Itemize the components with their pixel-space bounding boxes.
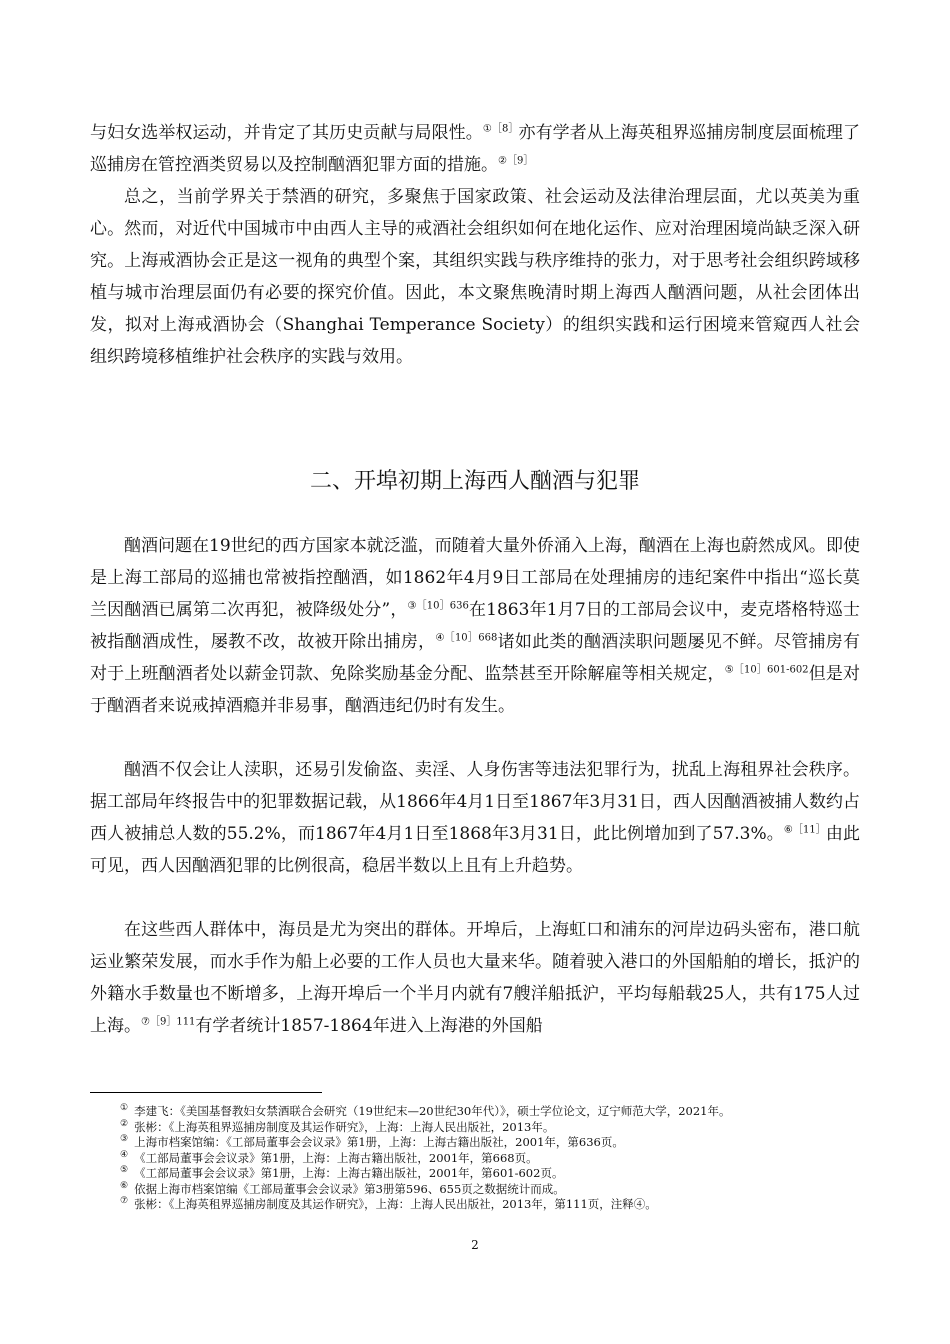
citation-superscript: ③［10］636 bbox=[407, 600, 469, 612]
footnote-item bbox=[90, 1166, 860, 1182]
body-paragraph bbox=[90, 181, 860, 373]
section-heading: 二、开埠初期上海西人酗酒与犯罪 bbox=[309, 469, 640, 494]
footnote-item bbox=[90, 1151, 860, 1167]
footnote-text: 张彬：《上海英租界巡捕房制度及其运作研究》，上海：上海人民出版社，2013年。 bbox=[134, 1119, 555, 1134]
footnote-marker: ③ bbox=[120, 1134, 129, 1145]
citation-superscript: ⑦［9］111 bbox=[141, 1016, 196, 1028]
footnote-list bbox=[90, 1104, 860, 1213]
paragraph-text: 有学者统计1857-1864年进入上海港的外国船 bbox=[195, 1016, 543, 1036]
citation-superscript: ⑤［10］601-602 bbox=[724, 664, 809, 676]
paragraph-text: 酗酒不仅会让人渎职，还易引发偷盗、卖淫、人身伤害等违法犯罪行为，扰乱上海租界社会秩序。据工部局年终报告中的犯罪数据记载，从1866年4月1日至1867年3月31日，西人因酗酒被捕人数约占西人被捕总人数的55.2%，而1867年4月1日至1868年3月31日，此比例增加到了57.3%。 bbox=[90, 760, 860, 844]
footnote-item bbox=[90, 1135, 860, 1151]
footnote-text: 《工部局董事会会议录》第1册，上海：上海古籍出版社，2001年，第601-602页。 bbox=[134, 1166, 564, 1180]
paragraph-text: 但是对于酗酒者来说戒掉酒瘾并非易事，酗酒违纪仍时有发生。 bbox=[90, 664, 861, 716]
footnote-text: 上海市档案馆编：《工部局董事会会议录》第1册，上海：上海古籍出版社，2001年，第636页。 bbox=[134, 1135, 624, 1149]
footnote-item bbox=[90, 1182, 860, 1198]
footnote-item bbox=[90, 1104, 860, 1120]
footnote-marker: ⑥ bbox=[120, 1180, 129, 1191]
citation-superscript: ④［10］668 bbox=[435, 632, 498, 644]
paragraph-text: 在1863年1月7日的工部局会议中，麦克塔格特巡士被指酗酒成性，屡教不改，故被开除出捕房， bbox=[90, 600, 860, 652]
footnote-marker: ⑤ bbox=[120, 1165, 129, 1176]
paragraph-text: 由此可见，西人因酗酒犯罪的比例很高，稳居半数以上且有上升趋势。 bbox=[90, 824, 861, 876]
paragraph-text: 总之，当前学界关于禁酒的研究，多聚焦于国家政策、社会运动及法律治理层面，尤以英美为重心。然而，对近代中国城市中由西人主导的戒酒社会组织如何在地化运作、应对治理困境尚缺乏深入研究。上海戒酒协会正是这一视角的典型个案，其组织实践与秩序维持的张力，对于思考社会组织跨域移植与城市治理层面仍有必要的探究价值。因此，本文聚焦晚清时期上海西人酗酒问题，从社会团体出发，拟对上海戒酒协会（Shanghai Temperance Society）的组织实践和运行困境来管窥西人社会组织跨境移植维护社会秩序的实践与效用。 bbox=[90, 187, 860, 367]
body-paragraph bbox=[90, 117, 860, 181]
body-paragraph bbox=[90, 530, 860, 722]
citation-superscript: ②［9］ bbox=[498, 155, 534, 167]
body-paragraph bbox=[90, 754, 860, 882]
body-paragraph bbox=[90, 914, 860, 1042]
footnote-divider bbox=[90, 1092, 322, 1093]
footnote-marker: ⑦ bbox=[120, 1196, 129, 1207]
footnote-text: 张彬：《上海英租界巡捕房制度及其运作研究》，上海：上海人民出版社，2013年，第111页，注释④。 bbox=[134, 1197, 657, 1211]
citation-superscript: ⑥［11］ bbox=[783, 824, 826, 836]
footnote-item bbox=[90, 1197, 860, 1213]
paragraph-text: 酗酒问题在19世纪的西方国家本就泛滥，而随着大量外侨涌入上海，酗酒在上海也蔚然成风。即使是上海工部局的巡捕也常被指控酗酒，如1862年4月9日工部局在处理捕房的违纪案件中指出“巡长莫兰因酗酒已属第二次再犯，被降级处分”， bbox=[90, 536, 860, 620]
paragraph-text: 亦有学者从上海英租界巡捕房制度层面梳理了巡捕房在管控酒类贸易以及控制酗酒犯罪方面的措施。 bbox=[90, 123, 861, 175]
paragraph-text: 与妇女选举权运动，并肯定了其历史贡献与局限性。 bbox=[90, 123, 483, 143]
footnote-text: 李建飞：《美国基督教妇女禁酒联合会研究（19世纪末—20世纪30年代）》，硕士学位论文，辽宁师范大学，2021年。 bbox=[134, 1104, 731, 1118]
footnote-marker: ② bbox=[120, 1118, 129, 1129]
citation-superscript: ①［8］ bbox=[482, 123, 519, 135]
page-number: 2 bbox=[471, 1238, 479, 1252]
paragraph-text: 在这些西人群体中，海员是尤为突出的群体。开埠后，上海虹口和浦东的河岸边码头密布，港口航运业繁荣发展，而水手作为船上必要的工作人员也大量来华。随着驶入港口的外国船舶的增长，抵沪的外籍水手数量也不断增多，上海开埠后一个半月内就有7艘洋船抵沪，平均每船载25人，共有175人过上海。 bbox=[90, 920, 860, 1036]
footnote-item bbox=[90, 1120, 860, 1136]
footnote-text: 《工部局董事会会议录》第1册，上海：上海古籍出版社，2001年，第668页。 bbox=[134, 1150, 538, 1165]
footnote-marker: ① bbox=[120, 1103, 129, 1114]
footnote-text: 依据上海市档案馆编《工部局董事会会议录》第3册第596、655页之数据统计而成。 bbox=[134, 1181, 565, 1196]
footnote-marker: ④ bbox=[120, 1149, 129, 1160]
paragraph-text: 诸如此类的酗酒渎职问题屡见不鲜。尽管捕房有对于上班酗酒者处以薪金罚款、免除奖励基金分配、监禁甚至开除解雇等相关规定， bbox=[90, 632, 861, 684]
